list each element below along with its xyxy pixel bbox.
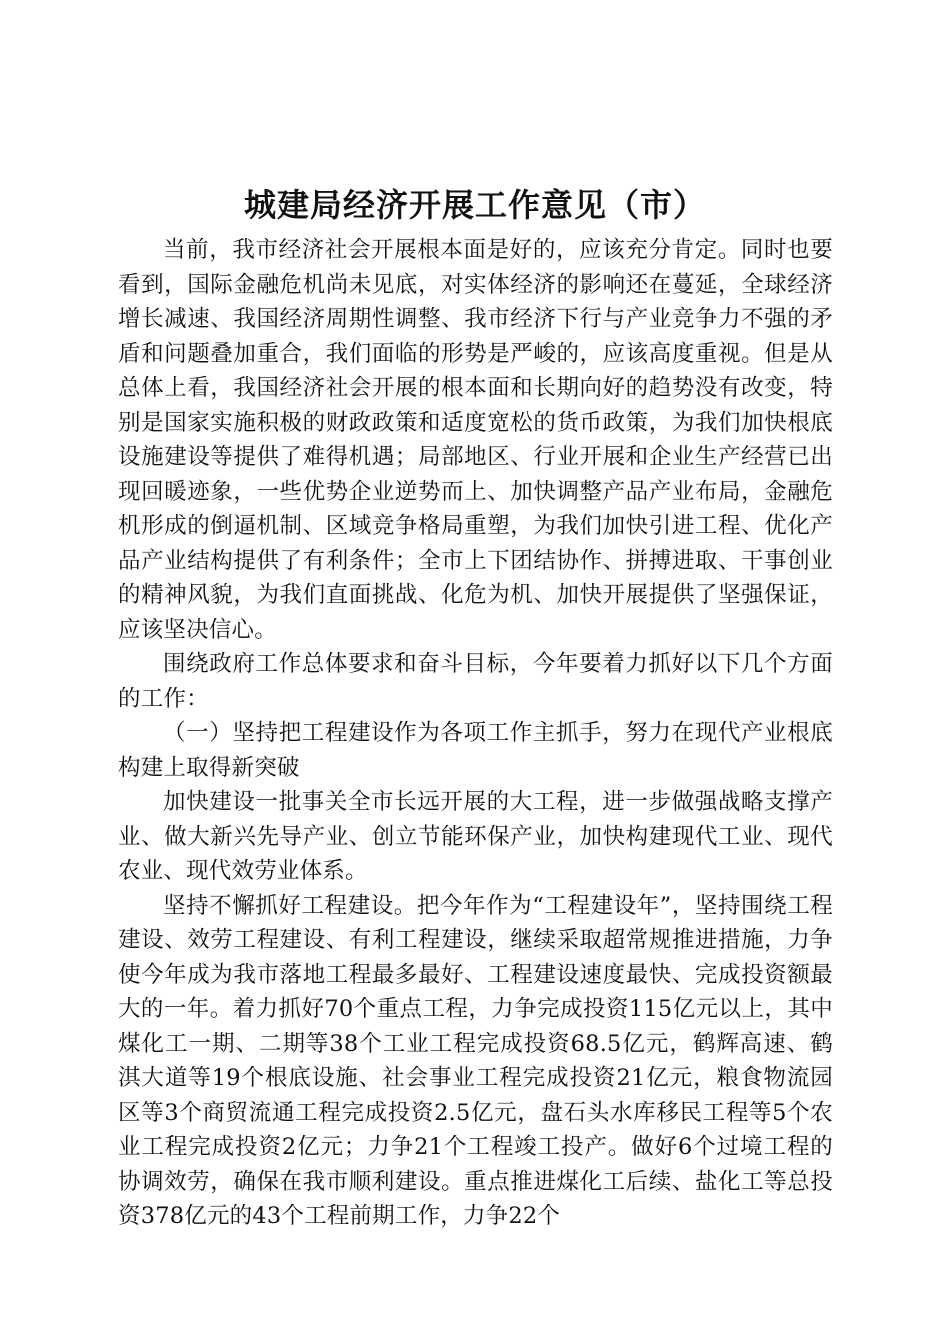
- paragraph-project-construction: 坚持不懈抓好工程建设。把今年作为“工程建设年”，坚持围绕工程建设、效劳工程建设、有利工程建设，继续采取超常规推进措施，力争使今年成为我市落地工程最多最好、工程建设速度最快、完成投资额最大的一年。着力抓好70个重点工程，力争完成投资115亿元以上，其中煤化工一期、二期等38个工业工程完成投资68.5亿元，鹤辉高速、鹤淇大道等19个根底设施、社会事业工程完成投资21亿元，粮食物流园区等3个商贸流通工程完成投资2.5亿元，盘石头水库移民工程等5个农业工程完成投资2亿元；力争21个工程竣工投产。做好6个过境工程的协调效劳，确保在我市顺利建设。重点推进煤化工后续、盐化工等总投资378亿元的43个工程前期工作，力争22个: [118, 892, 833, 1229]
- paragraph-work-overview: 围绕政府工作总体要求和奋斗目标，今年要着力抓好以下几个方面的工作：: [118, 651, 833, 712]
- document-body: [118, 233, 833, 1234]
- paragraph-industry: 加快建设一批事关全市长远开展的大工程，进一步做强战略支撑产业、做大新兴先导产业、创立节能环保产业，加快构建现代工业、现代农业、现代效劳业体系。: [118, 789, 833, 884]
- section-heading-1: （一）坚持把工程建设作为各项工作主抓手，努力在现代产业根底构建上取得新突破: [118, 720, 833, 781]
- document-title: 城建局经济开展工作意见（市）: [243, 186, 706, 224]
- paragraph-situation: 当前，我市经济社会开展根本面是好的，应该充分肯定。同时也要看到，国际金融危机尚未见底，对实体经济的影响还在蔓延，全球经济增长减速、我国经济周期性调整、我市经济下行与产业竞争力不强的矛盾和问题叠加重合，我们面临的形势是严峻的，应该高度重视。但是从总体上看，我国经济社会开展的根本面和长期向好的趋势没有改变，特别是国家实施积极的财政政策和适度宽松的货币政策，为我们加快根底设施建设等提供了难得机遇；局部地区、行业开展和企业生产经营已出现回暖迹象，一些优势企业逆势而上、加快调整产品产业布局，金融危机形成的倒逼机制、区域竞争格局重塑，为我们加快引进工程、优化产品产业结构提供了有利条件；全市上下团结协作、拼搏进取、干事创业的精神风貌，为我们直面挑战、化危为机、加快开展提供了坚强保证，应该坚决信心。: [118, 237, 833, 643]
